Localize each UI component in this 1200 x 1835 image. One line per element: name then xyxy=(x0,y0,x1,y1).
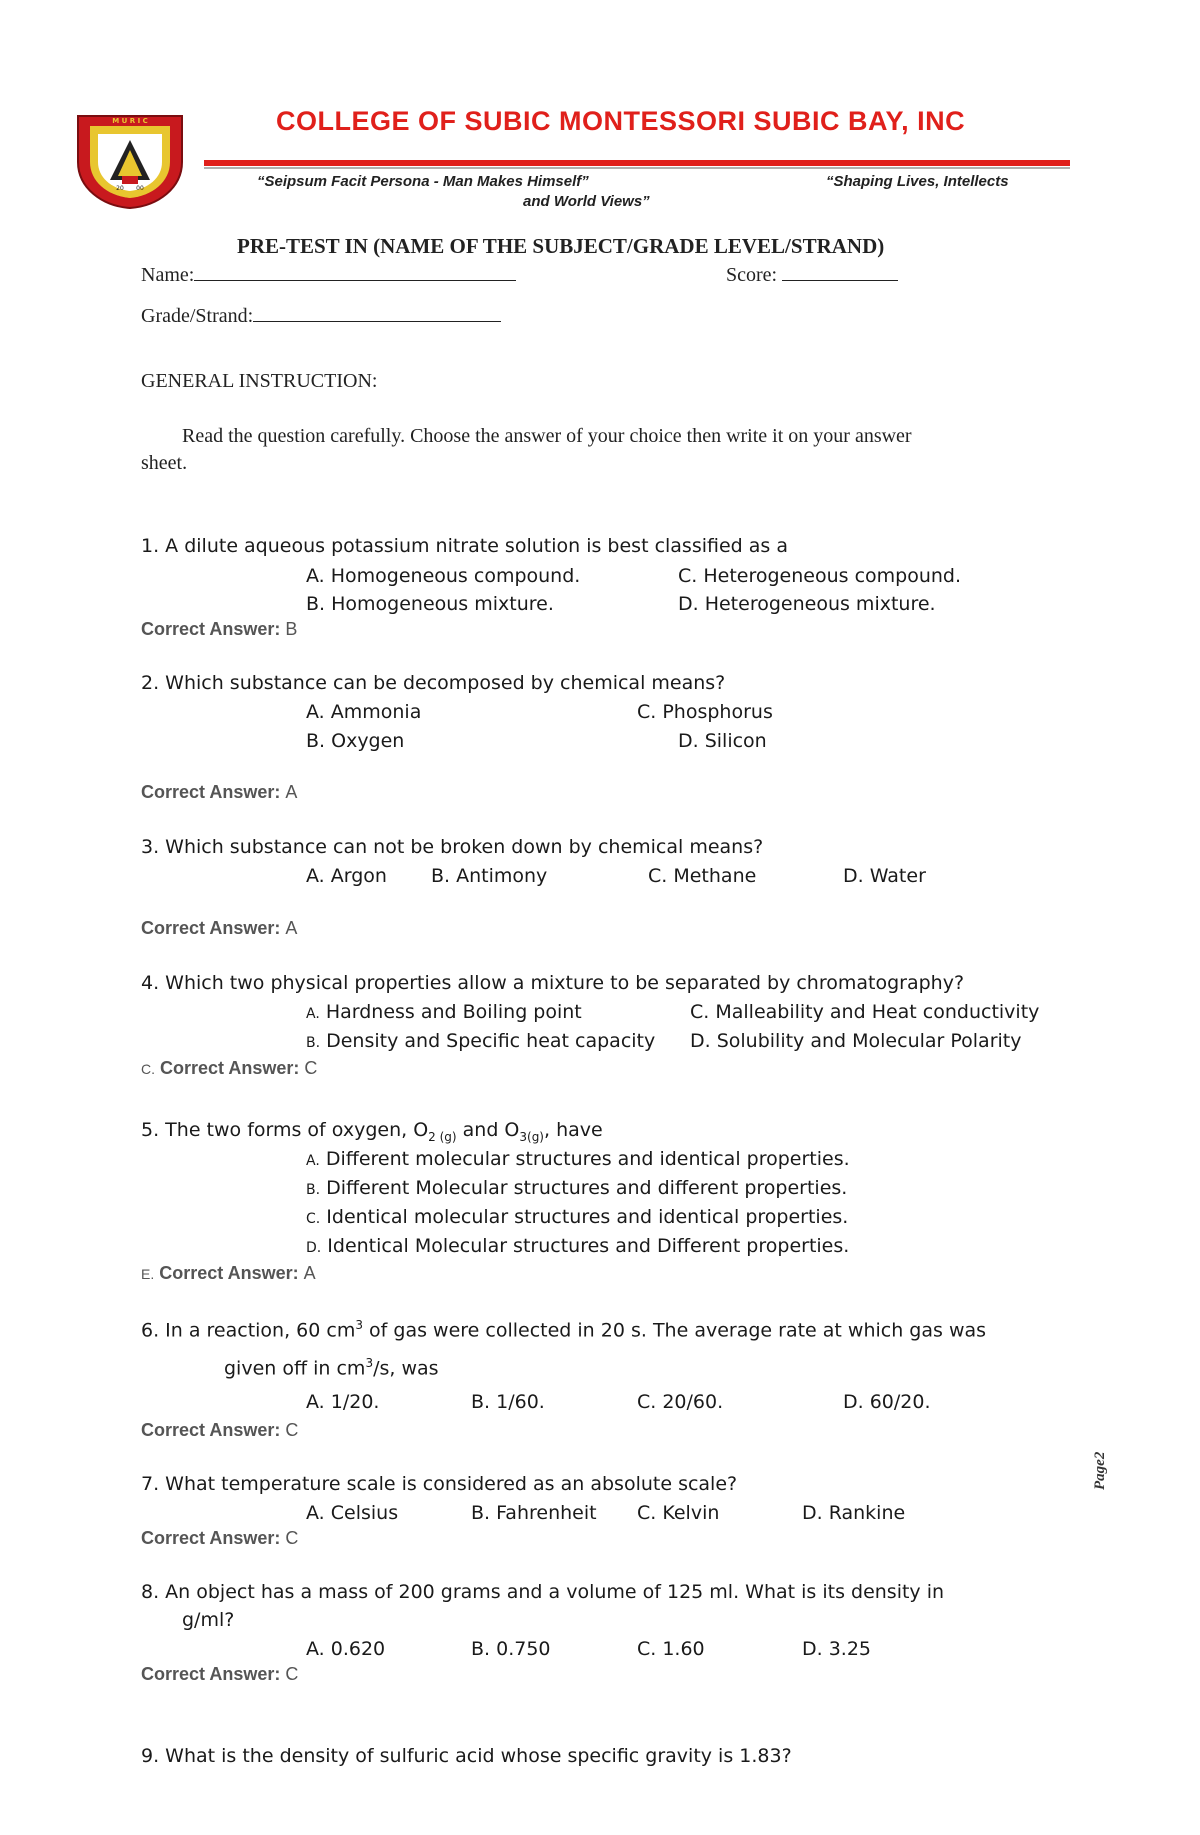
question-7-option-b: B. Fahrenheit xyxy=(471,1502,597,1524)
question-6-option-d: D. 60/20. xyxy=(843,1391,931,1413)
motto-left: “Seipsum Facit Persona - Man Makes Himself” xyxy=(257,173,589,190)
option-text: Different molecular structures and identical properties. xyxy=(325,1148,850,1170)
answer-label: Correct Answer: xyxy=(141,619,281,639)
motto-right: “Shaping Lives, Intellects xyxy=(826,173,1009,190)
question-5-option-a xyxy=(306,1148,850,1170)
question-4-option-a xyxy=(306,1001,582,1023)
question-5-option-d xyxy=(306,1235,849,1257)
question-8-stem: 8. An object has a mass of 200 grams and a volume of 125 ml. What is its density in xyxy=(141,1581,945,1603)
question-3-option-b: B. Antimony xyxy=(431,865,548,887)
answer-value: C xyxy=(285,1528,299,1548)
instruction-text-line2: sheet. xyxy=(141,452,188,474)
question-8-option-d: D. 3.25 xyxy=(802,1638,872,1660)
header-gray-rule xyxy=(204,167,1070,169)
page-title: PRE-TEST IN (NAME OF THE SUBJECT/GRADE LEVEL/STRAND) xyxy=(237,234,885,258)
answer-label: Correct Answer: xyxy=(160,1058,300,1078)
name-label: Name: xyxy=(141,264,195,286)
question-3-stem: 3. Which substance can not be broken down by chemical means? xyxy=(141,836,764,858)
question-6-option-c: C. 20/60. xyxy=(637,1391,724,1413)
answer-label: Correct Answer: xyxy=(141,1420,281,1440)
question-3-option-c: C. Methane xyxy=(648,865,757,887)
score-label: Score: xyxy=(726,264,778,286)
answer-value: A xyxy=(285,782,298,802)
answer-value: A xyxy=(303,1263,316,1283)
question-3-option-a: A. Argon xyxy=(306,865,387,887)
stem-text: of gas were collected in 20 s. The average rate at which gas was xyxy=(363,1319,987,1342)
question-1-option-a: A. Homogeneous compound. xyxy=(306,565,581,587)
question-4-option-c: C. Malleability and Heat conductivity xyxy=(690,1001,1040,1023)
page-number: Page2 xyxy=(1092,1451,1108,1490)
answer-prefix-letter: E. xyxy=(141,1266,155,1282)
score-field xyxy=(726,262,898,287)
question-7-answer xyxy=(141,1528,298,1549)
instruction-text-line1: Read the question carefully. Choose the answer of your choice then write it on your answer xyxy=(182,425,912,447)
question-2-option-a: A. Ammonia xyxy=(306,701,422,723)
stem-superscript: 3 xyxy=(365,1356,374,1370)
question-7-option-a: A. Celsius xyxy=(306,1502,399,1524)
answer-value: C xyxy=(304,1058,318,1078)
option-letter: B. xyxy=(306,1182,321,1198)
question-7-stem: 7. What temperature scale is considered as an absolute scale? xyxy=(141,1473,738,1495)
question-4-stem: 4. Which two physical properties allow a mixture to be separated by chromatography? xyxy=(141,972,965,994)
question-6-stem xyxy=(141,1318,986,1341)
answer-prefix-letter: C. xyxy=(141,1061,155,1077)
question-1-option-b: B. Homogeneous mixture. xyxy=(306,593,554,615)
question-2-option-c: C. Phosphorus xyxy=(637,701,773,723)
question-5-option-c xyxy=(306,1206,848,1228)
stem-text: 6. In a reaction, 60 cm xyxy=(141,1319,356,1342)
question-3-answer xyxy=(141,918,297,939)
answer-value: B xyxy=(285,619,298,639)
motto-right-continued: and World Views” xyxy=(523,193,650,210)
answer-label: Correct Answer: xyxy=(141,918,281,938)
question-8-stem-continued: g/ml? xyxy=(182,1609,235,1631)
question-7-option-c: C. Kelvin xyxy=(637,1502,720,1524)
question-3-option-d: D. Water xyxy=(843,865,926,887)
question-4-option-d: D. Solubility and Molecular Polarity xyxy=(690,1030,1022,1052)
question-7-option-d: D. Rankine xyxy=(802,1502,906,1524)
question-6-option-a: A. 1/20. xyxy=(306,1391,380,1413)
question-5-option-b xyxy=(306,1177,847,1199)
option-letter: A. xyxy=(306,1006,320,1022)
question-8-answer xyxy=(141,1664,298,1685)
question-4-answer xyxy=(141,1058,317,1079)
name-field xyxy=(141,262,516,287)
question-1-option-c: C. Heterogeneous compound. xyxy=(678,565,962,587)
score-blank-line xyxy=(782,262,898,281)
stem-text: 5. The two forms of oxygen, O xyxy=(141,1119,429,1141)
option-text: Hardness and Boiling point xyxy=(325,1001,582,1023)
stem-text: and O xyxy=(456,1119,520,1141)
question-2-option-b: B. Oxygen xyxy=(306,730,405,752)
option-text: Different Molecular structures and different properties. xyxy=(326,1177,848,1199)
header-red-rule xyxy=(204,160,1070,166)
answer-label: Correct Answer: xyxy=(141,1528,281,1548)
college-name: COLLEGE OF SUBIC MONTESSORI SUBIC BAY, INC xyxy=(276,106,966,136)
option-letter: B. xyxy=(306,1035,321,1051)
instruction-heading: GENERAL INSTRUCTION: xyxy=(141,370,378,392)
question-6-answer xyxy=(141,1420,298,1441)
option-letter: D. xyxy=(306,1240,322,1256)
stem-text: given off in cm xyxy=(224,1357,366,1380)
answer-label: Correct Answer: xyxy=(159,1263,299,1283)
name-blank-line xyxy=(194,262,516,281)
option-text: Identical molecular structures and identical properties. xyxy=(326,1206,849,1228)
stem-text: , have xyxy=(544,1119,603,1141)
question-5-stem xyxy=(141,1119,603,1144)
question-8-option-b: B. 0.750 xyxy=(471,1638,551,1660)
answer-label: Correct Answer: xyxy=(141,782,281,802)
question-8-option-c: C. 1.60 xyxy=(637,1638,705,1660)
grade-blank-line xyxy=(253,303,501,322)
question-6-option-b: B. 1/60. xyxy=(471,1391,545,1413)
seal-top-text: M U R I C xyxy=(112,117,148,125)
answer-value: C xyxy=(285,1664,299,1684)
question-2-stem: 2. Which substance can be decomposed by chemical means? xyxy=(141,672,726,694)
option-text: Identical Molecular structures and Different properties. xyxy=(327,1235,850,1257)
seal-year-right: 00 xyxy=(136,185,144,192)
question-1-answer xyxy=(141,619,297,640)
option-letter: A. xyxy=(306,1153,320,1169)
option-letter: C. xyxy=(306,1211,321,1227)
seal-year-left: 20 xyxy=(116,185,124,192)
answer-value: C xyxy=(285,1420,299,1440)
question-1-option-d: D. Heterogeneous mixture. xyxy=(678,593,936,615)
stem-subscript: 3(g) xyxy=(519,1129,544,1144)
question-2-answer xyxy=(141,782,297,803)
grade-label: Grade/Strand: xyxy=(141,305,254,327)
answer-label: Correct Answer: xyxy=(141,1664,281,1684)
question-8-option-a: A. 0.620 xyxy=(306,1638,386,1660)
grade-field xyxy=(141,303,501,328)
stem-subscript: 2 (g) xyxy=(428,1129,457,1144)
stem-superscript: 3 xyxy=(355,1318,363,1332)
stem-text: /s, was xyxy=(373,1357,439,1380)
answer-value: A xyxy=(285,918,298,938)
question-1-stem: 1. A dilute aqueous potassium nitrate solution is best classified as a xyxy=(141,535,788,557)
question-6-stem-continued xyxy=(224,1356,439,1379)
question-9-stem: 9. What is the density of sulfuric acid whose specific gravity is 1.83? xyxy=(141,1745,792,1767)
option-text: Density and Specific heat capacity xyxy=(326,1030,656,1052)
question-5-answer xyxy=(141,1263,316,1284)
college-seal-logo xyxy=(70,110,190,210)
question-2-option-d: D. Silicon xyxy=(678,730,767,752)
question-4-option-b xyxy=(306,1030,655,1052)
